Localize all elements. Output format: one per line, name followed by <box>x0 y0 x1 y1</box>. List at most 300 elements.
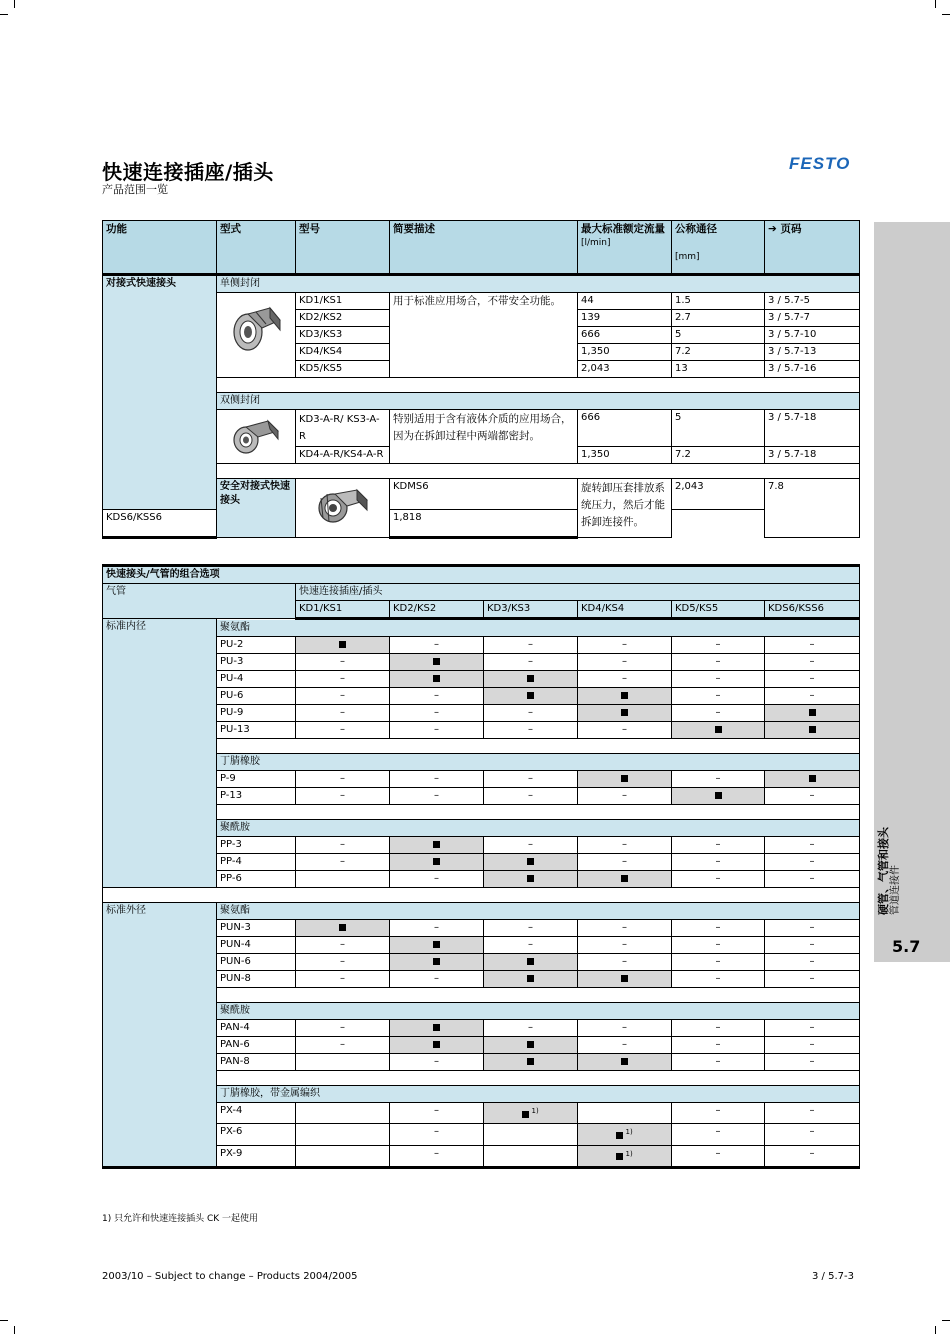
tube-cell: PU-9 <box>217 705 296 722</box>
compat-cell: – <box>390 722 484 739</box>
compat-cell: – <box>672 971 765 988</box>
flow-cell: 44 <box>578 293 672 310</box>
compatible-mark <box>809 709 816 716</box>
diameter-cell: 7.2 <box>672 447 765 464</box>
compat-cell: – <box>390 788 484 805</box>
compat-cell: – <box>672 671 765 688</box>
diameter-cell: 5 <box>672 327 765 344</box>
compatible-mark <box>433 858 440 865</box>
compat-cell <box>672 722 765 739</box>
festo-logo: FESTO <box>789 154 851 173</box>
product-range-table <box>102 220 860 539</box>
table-header-row <box>103 221 860 275</box>
table-row <box>103 410 860 447</box>
compat-cell <box>296 920 390 937</box>
compatible-mark <box>621 1058 628 1065</box>
compat-cell <box>390 1037 484 1054</box>
compat-cell: – <box>390 705 484 722</box>
compat-cell: – <box>765 1124 860 1145</box>
page-ref-cell: 3 / 5.7-7 <box>765 310 860 327</box>
table-row <box>103 788 860 805</box>
page-ref-cell: 3 / 5.7-10 <box>765 327 860 344</box>
coupling-header: 快速连接插座/插头 <box>296 584 860 601</box>
tube-cell: PU-3 <box>217 654 296 671</box>
compat-cell: – <box>672 654 765 671</box>
tube-cell: PUN-8 <box>217 971 296 988</box>
compat-cell: – <box>578 637 672 654</box>
spacer-row <box>103 988 860 1003</box>
spacer-row <box>103 378 860 393</box>
compatible-mark <box>715 726 722 733</box>
compat-cell <box>578 771 672 788</box>
description-cell: 旋转卸压套排放系统压力，然后才能拆卸连接件。 <box>578 479 672 538</box>
table-row <box>103 1145 860 1167</box>
compatible-mark <box>339 641 346 648</box>
compat-cell: – <box>296 854 390 871</box>
material-label: 聚酰胺 <box>217 1003 860 1020</box>
compat-cell: – <box>765 1037 860 1054</box>
product-image <box>217 293 296 378</box>
table-row <box>103 954 860 971</box>
compat-cell <box>484 971 578 988</box>
table-row <box>103 671 860 688</box>
compat-cell <box>578 871 672 888</box>
compat-cell: – <box>484 788 578 805</box>
spacer-row <box>103 739 860 754</box>
compat-cell <box>390 937 484 954</box>
compat-cell: – <box>390 1103 484 1124</box>
compat-cell: – <box>390 920 484 937</box>
model-cell: KDMS6 <box>390 479 578 510</box>
compat-cell <box>296 1145 390 1167</box>
model-cell: KDS6/KSS6 <box>103 510 217 538</box>
compat-cell: – <box>765 1103 860 1124</box>
tube-cell: PAN-6 <box>217 1037 296 1054</box>
compat-cell: – <box>296 937 390 954</box>
compat-cell: – <box>765 971 860 988</box>
compat-cell: – <box>765 788 860 805</box>
col-header: KD3/KS3 <box>484 601 578 619</box>
compatible-mark <box>527 858 534 865</box>
compat-cell: – <box>578 854 672 871</box>
coupling-image <box>226 415 286 455</box>
compat-cell: – <box>578 837 672 854</box>
tube-cell: PP-3 <box>217 837 296 854</box>
subgroup-label: 双侧封闭 <box>217 393 860 410</box>
compatible-mark <box>433 1041 440 1048</box>
compat-cell: – <box>484 920 578 937</box>
compat-cell <box>484 671 578 688</box>
diameter-cell: 7.2 <box>672 344 765 361</box>
compat-cell <box>296 637 390 654</box>
compat-cell: – <box>296 788 390 805</box>
compat-cell: – <box>484 654 578 671</box>
tube-cell: PP-4 <box>217 854 296 871</box>
compat-cell: – <box>765 920 860 937</box>
crop-mark <box>14 1326 15 1334</box>
table-row <box>103 1020 860 1037</box>
tube-cell: PU-13 <box>217 722 296 739</box>
compat-cell <box>390 854 484 871</box>
subgroup-label: 单侧封闭 <box>217 275 860 293</box>
tube-cell: PAN-8 <box>217 1054 296 1071</box>
compat-cell: – <box>765 837 860 854</box>
compat-cell: – <box>672 871 765 888</box>
compat-cell: – <box>672 1037 765 1054</box>
flow-cell: 1,350 <box>578 447 672 464</box>
compat-cell: – <box>672 837 765 854</box>
model-cell: KD5/KS5 <box>296 361 390 378</box>
flow-cell: 1,818 <box>390 510 578 538</box>
tube-cell: PUN-6 <box>217 954 296 971</box>
compat-cell <box>484 1103 578 1124</box>
description-cell: 用于标准应用场合，不带安全功能。 <box>390 293 578 378</box>
compat-cell: – <box>765 954 860 971</box>
crop-mark <box>14 0 15 8</box>
compat-cell: – <box>296 654 390 671</box>
compat-cell: – <box>765 688 860 705</box>
tube-cell: PU-4 <box>217 671 296 688</box>
compat-cell <box>484 871 578 888</box>
compat-cell <box>765 771 860 788</box>
compatible-mark <box>527 1058 534 1065</box>
table-title: 快速接头/气管的组合选项 <box>103 566 860 584</box>
compat-cell <box>484 954 578 971</box>
footer-left: 2003/10 – Subject to change – Products 2004/2005 <box>102 1271 358 1282</box>
compat-cell: – <box>672 937 765 954</box>
page-ref-cell: 3 / 5.7-18 <box>765 447 860 464</box>
section-label: 标准内径 <box>103 619 217 888</box>
table-row <box>103 837 860 854</box>
compat-cell: – <box>484 637 578 654</box>
page-subtitle: 产品范围一览 <box>102 183 168 196</box>
compat-cell: – <box>390 1124 484 1145</box>
compat-cell: – <box>390 971 484 988</box>
compat-cell: – <box>390 771 484 788</box>
flow-cell: 2,043 <box>578 361 672 378</box>
table-row <box>103 1037 860 1054</box>
compat-cell: – <box>578 1020 672 1037</box>
spacer-row <box>103 888 860 903</box>
col-header-function: 功能 <box>103 221 217 275</box>
tube-header: 气管 <box>103 584 296 619</box>
combination-table-body <box>103 566 860 1168</box>
compatible-mark <box>527 675 534 682</box>
compatible-mark <box>621 975 628 982</box>
product-image <box>217 410 296 464</box>
col-header: KDS6/KSS6 <box>765 601 860 619</box>
compat-cell: – <box>484 937 578 954</box>
flow-cell: 1,350 <box>578 344 672 361</box>
compat-cell: – <box>672 1054 765 1071</box>
compat-cell <box>296 1124 390 1145</box>
compat-cell: – <box>390 871 484 888</box>
compat-cell: – <box>390 637 484 654</box>
table-row <box>103 275 860 293</box>
compatible-mark <box>433 958 440 965</box>
compat-cell: – <box>672 854 765 871</box>
compat-cell: – <box>765 1020 860 1037</box>
material-group-row <box>103 619 860 637</box>
compat-cell: – <box>765 637 860 654</box>
compat-cell: – <box>578 788 672 805</box>
tube-cell: PX-4 <box>217 1103 296 1124</box>
crop-mark <box>0 1320 8 1321</box>
material-label: 聚酰胺 <box>217 820 860 837</box>
compat-cell <box>390 954 484 971</box>
page-ref-cell: 3 / 5.7-13 <box>765 344 860 361</box>
compat-cell: – <box>672 1145 765 1167</box>
material-group-row <box>103 754 860 771</box>
footnote: 1) 只允许和快速连接插头 CK 一起使用 <box>102 1214 259 1224</box>
col-header: KD1/KS1 <box>296 601 390 619</box>
compat-cell: – <box>672 1103 765 1124</box>
compat-cell: – <box>672 705 765 722</box>
compat-cell: – <box>578 722 672 739</box>
compat-cell <box>296 1054 390 1071</box>
compatible-mark <box>809 726 816 733</box>
table-row <box>103 510 860 538</box>
table-row <box>103 293 860 310</box>
compatible-mark <box>527 875 534 882</box>
material-label: 丁腈橡胶 <box>217 754 860 771</box>
compat-cell: – <box>390 688 484 705</box>
compatible-mark <box>433 1024 440 1031</box>
chapter-number: 5.7 <box>892 937 921 956</box>
compat-cell: – <box>484 771 578 788</box>
footnote-ref: 1) <box>623 1128 633 1137</box>
section-label: 标准外径 <box>103 903 217 1168</box>
col-header-model: 型号 <box>296 221 390 275</box>
model-cell: KD3/KS3 <box>296 327 390 344</box>
flow-cell: 139 <box>578 310 672 327</box>
tube-cell: PAN-4 <box>217 1020 296 1037</box>
compat-cell <box>484 1037 578 1054</box>
crop-mark <box>935 0 936 8</box>
compat-cell <box>390 671 484 688</box>
material-group-row <box>103 820 860 837</box>
compat-cell <box>578 1124 672 1145</box>
compat-cell: – <box>578 954 672 971</box>
page-ref-cell: 3 / 5.7-18 <box>765 410 860 447</box>
compat-cell: – <box>296 954 390 971</box>
table-row <box>103 937 860 954</box>
crop-mark <box>935 1326 936 1334</box>
flow-cell: 666 <box>578 410 672 447</box>
table-row <box>103 705 860 722</box>
footnote-ref: 1) <box>529 1107 539 1115</box>
compat-cell: – <box>765 1054 860 1071</box>
spacer-row <box>103 805 860 820</box>
model-cell: KD3-A-R/ KS3-A-R <box>296 410 390 447</box>
diameter-cell: 2.7 <box>672 310 765 327</box>
table-row <box>103 479 860 510</box>
compat-cell <box>765 722 860 739</box>
diameter-cell: 1.5 <box>672 293 765 310</box>
page-ref-cell: 3 / 5.7-16 <box>765 361 860 378</box>
chapter-tab-label: 硬管、气管和接头 管道连接件 <box>877 827 901 915</box>
compatible-mark <box>621 709 628 716</box>
compat-cell: – <box>296 837 390 854</box>
compat-cell <box>484 1124 578 1145</box>
compat-cell <box>578 1145 672 1167</box>
compat-cell: – <box>296 705 390 722</box>
compat-cell: – <box>672 1020 765 1037</box>
compat-cell <box>390 837 484 854</box>
product-image <box>296 479 390 538</box>
compat-cell <box>484 688 578 705</box>
col-header-page: ➔ 页码 <box>765 221 860 275</box>
tube-cell: PU-2 <box>217 637 296 654</box>
compat-cell <box>578 705 672 722</box>
material-group-row <box>103 1086 860 1103</box>
compat-cell: – <box>765 854 860 871</box>
table-title-row <box>103 566 860 584</box>
compat-cell: – <box>390 1145 484 1167</box>
compatible-mark <box>621 875 628 882</box>
compat-cell: – <box>296 671 390 688</box>
col-header-dia: 公称通径 [mm] <box>672 221 765 275</box>
compat-cell: – <box>672 771 765 788</box>
tube-cell: PX-6 <box>217 1124 296 1145</box>
compat-cell: – <box>484 1020 578 1037</box>
tube-cell: PX-9 <box>217 1145 296 1167</box>
table-row <box>103 1103 860 1124</box>
material-group-row <box>103 903 860 920</box>
col-header-flow: 最大标准额定流量 [l/min] <box>578 221 672 275</box>
combination-table <box>102 564 860 1169</box>
compatible-mark <box>527 692 534 699</box>
compatible-mark <box>715 792 722 799</box>
flow-cell: 2,043 <box>672 479 765 510</box>
compat-cell: – <box>578 920 672 937</box>
compatible-mark <box>433 841 440 848</box>
diameter-cell: 7.8 <box>765 479 860 538</box>
compat-cell: – <box>672 1124 765 1145</box>
crop-mark <box>942 1320 950 1321</box>
model-cell: KD4-A-R/KS4-A-R <box>296 447 390 464</box>
compat-cell <box>578 971 672 988</box>
group-label: 对接式快速接头 <box>103 275 217 510</box>
compatible-mark <box>433 658 440 665</box>
spacer-row <box>103 464 860 479</box>
description-cell: 特别适用于含有液体介质的应用场合，因为在拆卸过程中两端都密封。 <box>390 410 578 464</box>
col-header: KD4/KS4 <box>578 601 672 619</box>
page-title: 快速连接插座/插头 <box>102 160 274 184</box>
compatible-mark <box>339 924 346 931</box>
table-row <box>103 654 860 671</box>
compatible-mark <box>527 975 534 982</box>
compatible-mark <box>621 775 628 782</box>
compat-cell <box>765 705 860 722</box>
crop-mark <box>942 14 950 15</box>
compat-cell <box>578 1054 672 1071</box>
table-row <box>103 871 860 888</box>
safety-coupling-image <box>313 484 373 524</box>
compatible-mark <box>621 692 628 699</box>
compat-cell: – <box>765 654 860 671</box>
compat-cell: – <box>672 954 765 971</box>
model-cell: KD1/KS1 <box>296 293 390 310</box>
tube-cell: P-13 <box>217 788 296 805</box>
compat-cell <box>390 1020 484 1037</box>
compat-cell: – <box>484 722 578 739</box>
compat-cell <box>296 1103 390 1124</box>
compat-cell <box>578 1103 672 1124</box>
material-label: 丁腈橡胶，带金属编织 <box>217 1086 860 1103</box>
compatible-mark <box>809 775 816 782</box>
spacer-row <box>103 1071 860 1086</box>
group-label: 安全对接式快速接头 <box>217 479 296 538</box>
compat-cell: – <box>672 637 765 654</box>
table-row <box>103 688 860 705</box>
page-ref-cell: 3 / 5.7-5 <box>765 293 860 310</box>
compat-cell <box>484 854 578 871</box>
table-row <box>103 1054 860 1071</box>
compat-cell: – <box>672 920 765 937</box>
table-row <box>103 920 860 937</box>
compat-cell: – <box>296 722 390 739</box>
model-cell: KD2/KS2 <box>296 310 390 327</box>
compat-cell: – <box>296 688 390 705</box>
compat-cell: – <box>765 671 860 688</box>
compatible-mark <box>527 1041 534 1048</box>
compat-cell <box>296 871 390 888</box>
compat-cell <box>578 688 672 705</box>
table-row <box>103 771 860 788</box>
crop-mark <box>0 14 8 15</box>
compat-cell: – <box>484 705 578 722</box>
table-row <box>103 393 860 410</box>
diameter-cell: 5 <box>672 410 765 447</box>
col-header: KD5/KS5 <box>672 601 765 619</box>
tube-cell: PU-6 <box>217 688 296 705</box>
table-row <box>103 722 860 739</box>
col-header-desc: 简要描述 <box>390 221 578 275</box>
compat-cell <box>390 654 484 671</box>
coupling-image <box>226 298 286 356</box>
footer-page-number: 3 / 5.7-3 <box>812 1271 854 1282</box>
compatible-mark <box>433 941 440 948</box>
compat-cell: – <box>296 971 390 988</box>
tube-cell: PUN-4 <box>217 937 296 954</box>
col-header-style: 型式 <box>217 221 296 275</box>
tube-cell: PP-6 <box>217 871 296 888</box>
compat-cell: – <box>578 1037 672 1054</box>
table-row <box>103 584 860 601</box>
compat-cell: – <box>578 937 672 954</box>
material-label: 聚氨酯 <box>217 619 860 637</box>
material-label: 聚氨酯 <box>217 903 860 920</box>
compatible-mark <box>527 958 534 965</box>
table-row <box>103 971 860 988</box>
compat-cell <box>484 1054 578 1071</box>
diameter-cell: 13 <box>672 361 765 378</box>
material-group-row <box>103 1003 860 1020</box>
compat-cell: – <box>578 654 672 671</box>
compat-cell: – <box>296 771 390 788</box>
compat-cell: – <box>765 1145 860 1167</box>
table-row <box>103 1124 860 1145</box>
compat-cell: – <box>672 688 765 705</box>
flow-cell: 666 <box>578 327 672 344</box>
footnote-ref: 1) <box>623 1149 633 1158</box>
table-row <box>103 637 860 654</box>
compat-cell <box>484 1145 578 1167</box>
model-cell: KD4/KS4 <box>296 344 390 361</box>
compatible-mark <box>433 675 440 682</box>
compat-cell: – <box>765 871 860 888</box>
